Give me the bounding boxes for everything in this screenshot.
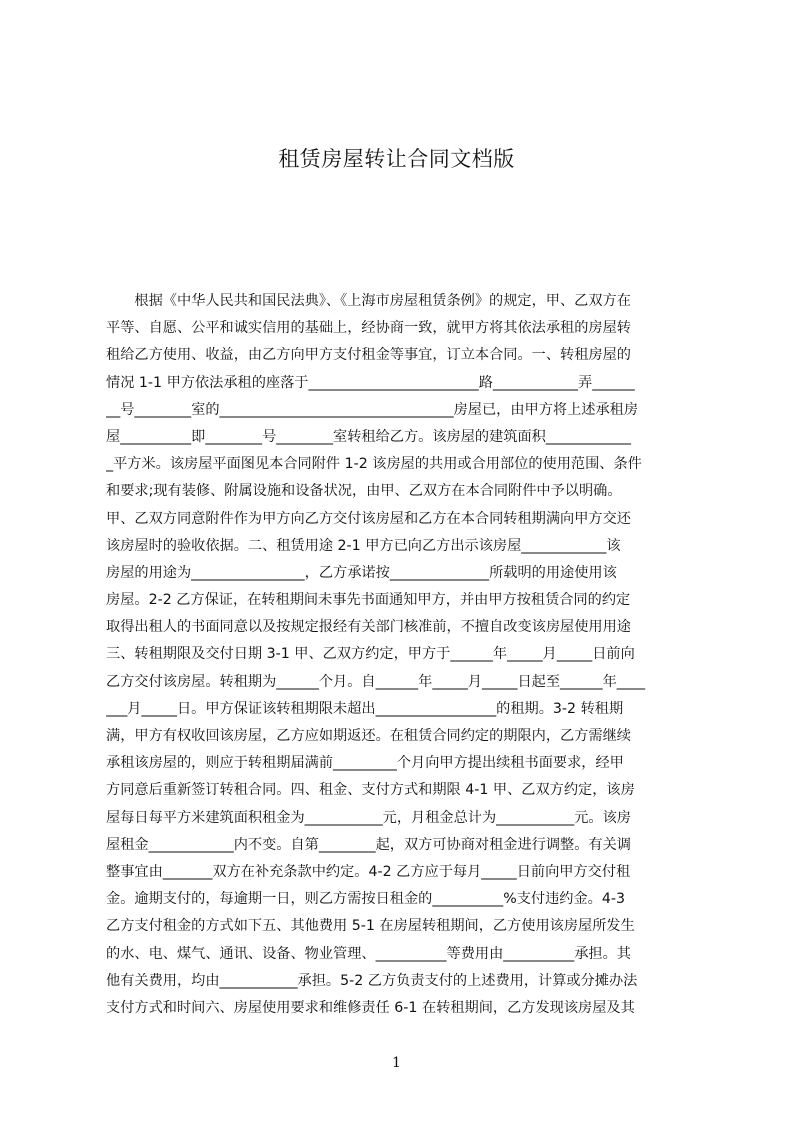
body-line: 满，甲方有权收回该房屋，乙方应如期返还。在租赁合同约定的期限内，乙方需继续 [106, 728, 631, 744]
body-line: 他有关费用，均由___________承担。5-2 乙方负责支付的上述费用，计算或分摊办法 [106, 972, 638, 989]
body-line: 平等、自愿、公平和诚实信用的基础上，经协商一致，就甲方将其依法承租的房屋转 [106, 320, 631, 337]
body-line: 整事宜由_______双方在补充条款中约定。4-2 乙方应于每月_____日前向甲方交付租 [106, 863, 631, 880]
body-line: 支付方式和时间六、房屋使用要求和维修责任 6-1 在转租期间，乙方发现该房屋及其 [106, 999, 635, 1016]
body-line: 金。逾期支付的，每逾期一日，则乙方需按日租金的__________%支付违约金。4-3 [106, 891, 626, 908]
body-line: _平方米。该房屋平面图见本合同附件 1-2 该房屋的共用或合用部位的使用范围、条件 [106, 456, 642, 473]
page-number: 1 [392, 1055, 401, 1071]
body-line: 房屋。2-2 乙方保证，在转租期间未事先书面通知甲方，并由甲方按租赁合同的约定 [106, 592, 631, 609]
body-line: 甲、乙双方同意附件作为甲方向乙方交付该房屋和乙方在本合同转租期满向甲方交还 [106, 510, 631, 527]
document-title: 租赁房屋转让合同文档版 [278, 147, 515, 171]
body-line: 的水、电、煤气、通讯、设备、物业管理、__________等费用由__________承担。其 [106, 945, 631, 962]
body-line: 情况 1-1 甲方依法承租的座落于________________________路____________弄______ [106, 374, 635, 391]
body-line: 和要求;现有装修、附属设施和设备状况，由甲、乙双方在本合同附件中予以明确。 [106, 483, 622, 500]
body-line: 屋租金____________内不变。自第________起，双方可协商对租金进行调整。有关调 [106, 836, 631, 853]
body-line: 屋__________即________号________室转租给乙方。该房屋的建筑面积____________ [106, 428, 631, 445]
body-line: __号________室的_________________________________房屋已，由甲方将上述承租房 [106, 401, 639, 418]
body-line: 承租该房屋的，则应于转租期届满前_________个月向甲方提出续租书面要求，经甲 [106, 755, 624, 772]
body-line: 屋每日每平方米建筑面积租金为___________元，月租金总计为___________元。该房 [106, 809, 631, 826]
body-line: 该房屋时的验收依据。二、租赁用途 2-1 甲方已向乙方出示该房屋____________该 [106, 537, 621, 554]
body-line: 租给乙方使用、收益，由乙方向甲方支付租金等事宜，订立本合同。一、转租房屋的 [106, 347, 631, 364]
contract-body [106, 288, 698, 1028]
body-line: ___月_____日。甲方保证该转租期限未超出_________________的租期。3-2 转租期 [106, 700, 624, 717]
body-line: 乙方支付租金的方式如下五、其他费用 5-1 在房屋转租期间，乙方使用该房屋所发生 [106, 918, 635, 935]
body-line: 房屋的用途为________________，乙方承诺按______________所载明的用途使用该 [106, 564, 617, 581]
body-line: 三、转租期限及交付日期 3-1 甲、乙双方约定，甲方于______年_____月_____日前向 [106, 646, 635, 663]
body-line: 根据《中华人民共和国民法典》、《上海市房屋租赁条例》的规定，甲、乙双方在 [106, 293, 631, 309]
body-line: 乙方交付该房屋。转租期为______个月。自______年_____月_____日起至______年____ [106, 673, 646, 690]
body-line: 方同意后重新签订转租合同。四、租金、支付方式和期限 4-1 甲、乙双方约定，该房 [106, 782, 635, 799]
body-line: 取得出租人的书面同意以及按规定报经有关部门核准前，不擅自改变该房屋使用用途 [106, 619, 631, 636]
